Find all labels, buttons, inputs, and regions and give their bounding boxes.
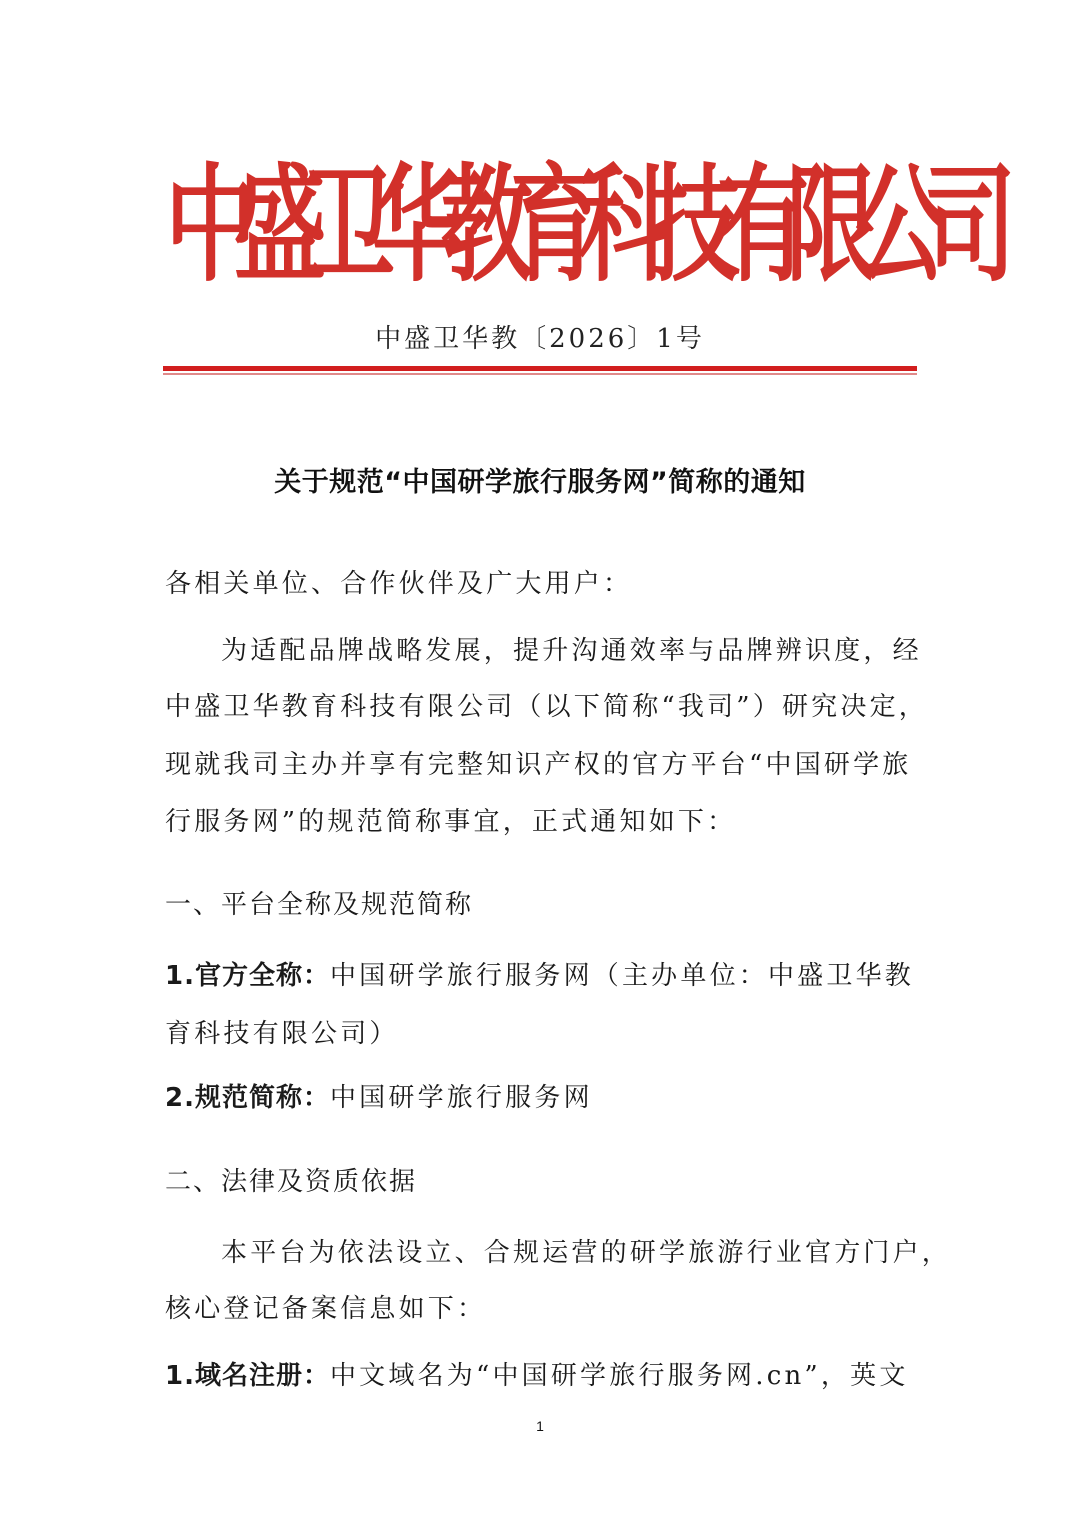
- intro-line-1: 为适配品牌战略发展，提升沟通效率与品牌辨识度，经: [221, 636, 922, 666]
- notice-title: 关于规范“中国研学旅行服务网”简称的通知: [274, 467, 806, 498]
- masthead-char: 华: [372, 150, 462, 300]
- section-2-intro-line-1: 本平台为依法设立、合规运营的研学旅游行业官方门户，: [221, 1238, 952, 1268]
- red-divider-thin: [163, 373, 917, 375]
- section-1-item-1: [165, 955, 925, 992]
- masthead-char: 公: [855, 150, 945, 300]
- masthead-char: 教: [441, 150, 531, 300]
- section-1-item-2: [165, 1077, 925, 1114]
- salutation: 各相关单位、合作伙伴及广大用户：: [165, 569, 633, 599]
- masthead-char: 盛: [234, 150, 324, 300]
- item-label: 1.域名注册：: [165, 1361, 330, 1391]
- masthead-char: 中: [165, 150, 255, 300]
- masthead-char: 育: [510, 150, 600, 300]
- item-text: 中国研学旅行服务网: [329, 1083, 593, 1113]
- section-1-item-1-cont: 育科技有限公司）: [165, 1019, 399, 1049]
- section-2-intro-line-2: 核心登记备案信息如下：: [165, 1294, 487, 1324]
- intro-line-3: 现就我司主办并享有完整知识产权的官方平台“中国研学旅: [165, 750, 912, 780]
- red-divider-thick: [163, 366, 917, 371]
- masthead-char: 卫: [303, 150, 393, 300]
- masthead-char: 技: [648, 150, 738, 300]
- document-number: 中盛卫华教〔2026〕1号: [375, 324, 705, 354]
- page-number: 1: [536, 1418, 544, 1434]
- masthead-char: 司: [924, 150, 1014, 300]
- section-2-item-1: [165, 1355, 925, 1392]
- masthead-org-name: [165, 135, 1014, 314]
- item-text: 中国研学旅行服务网（主办单位：中盛卫华教: [329, 961, 914, 991]
- intro-line-2: 中盛卫华教育科技有限公司（以下简称“我司”）研究决定，: [165, 692, 928, 722]
- item-text: 中文域名为“中国研学旅行服务网.cn”，英文: [329, 1361, 909, 1391]
- masthead-char: 有: [717, 150, 807, 300]
- section-1-heading: 一、平台全称及规范简称: [165, 890, 474, 920]
- item-label: 1.官方全称：: [165, 961, 330, 991]
- masthead-char: 科: [579, 150, 669, 300]
- section-2-heading: 二、法律及资质依据: [165, 1167, 418, 1197]
- intro-line-4: 行服务网”的规范简称事宜，正式通知如下：: [165, 807, 737, 837]
- masthead-char: 限: [786, 150, 876, 300]
- item-label: 2.规范简称：: [165, 1083, 330, 1113]
